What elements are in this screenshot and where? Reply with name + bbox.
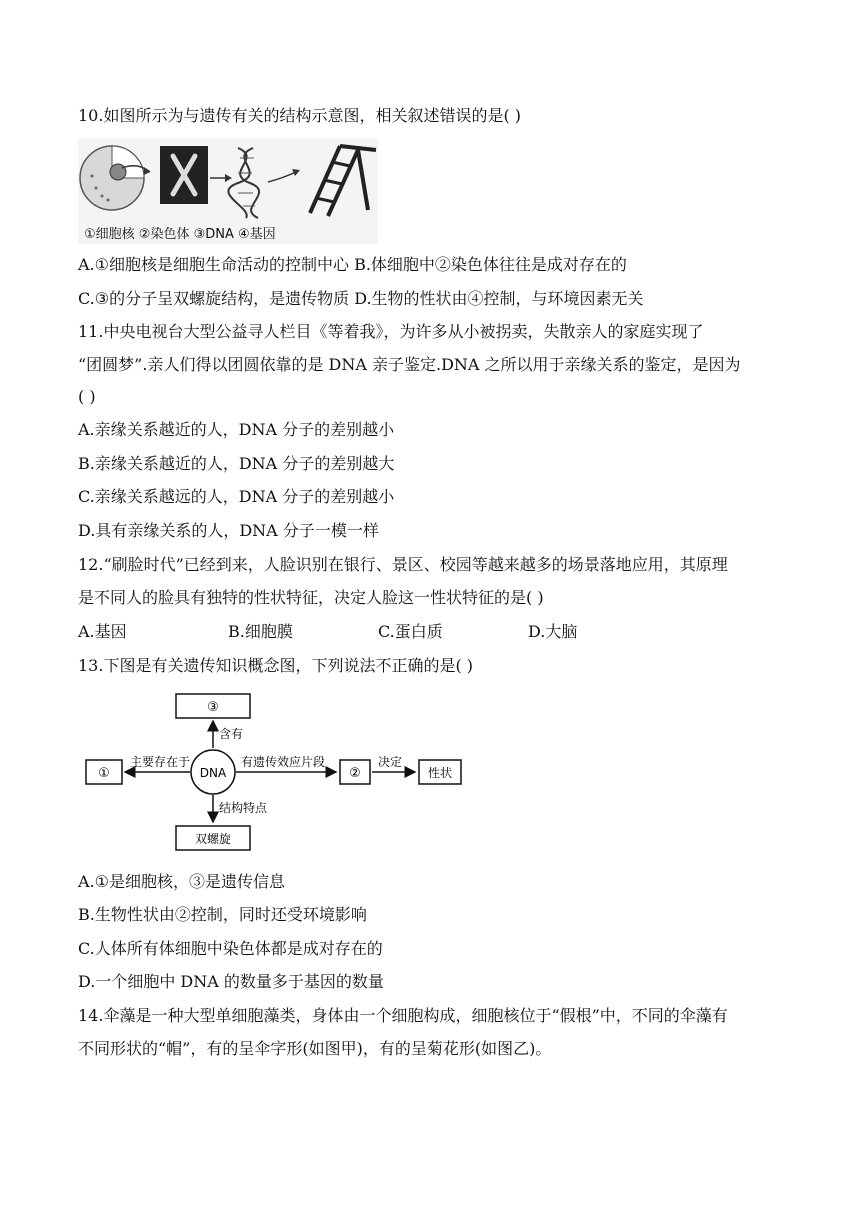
arrow-up-label: 含有 [219,727,244,741]
q12-stem-line2: 是不同人的脸具有独特的性状特征，决定人脸这一性状特征的是( ) [78,588,544,607]
q13-option-a: A.①是细胞核，③是遗传信息 [78,872,285,891]
arrow-right-label: 有遗传效应片段 [241,755,326,769]
arrow-down-label: 结构特点 [219,801,268,815]
q12-option-d: D.大脑 [528,622,578,641]
q12-stem-line1: 12.“刷脸时代”已经到来，人脸识别在银行、景区、校园等越来越多的场景落地应用，其原理 [78,555,728,574]
q13-stem: 13.下图是有关遗传知识概念图，下列说法不正确的是( ) [78,656,474,675]
arrow-left-label: 主要存在于 [130,755,191,769]
q10-options-line2: C.③的分子呈双螺旋结构，是遗传物质 D.生物的性状由④控制，与环境因素无关 [78,289,644,308]
q10-figure-caption: ①细胞核 ②染色体 ③DNA ④基因 [84,227,276,242]
q11-option-d: D.具有亲缘关系的人，DNA 分子一模一样 [78,521,379,540]
q14-stem-line1: 14.伞藻是一种大型单细胞藻类，身体由一个细胞构成，细胞核位于“假根”中，不同的伞藻有 [78,1006,728,1025]
q10-stem: 10.如图所示为与遗传有关的结构示意图，相关叙述错误的是( ) [78,106,522,125]
q11-option-a: A.亲缘关系越近的人，DNA 分子的差别越小 [78,420,395,439]
q11-option-b: B.亲缘关系越近的人，DNA 分子的差别越大 [78,454,395,473]
concept-box-bottom-label: 双螺旋 [194,832,232,846]
q10-options-line1: A.①细胞核是细胞生命活动的控制中心 B.体细胞中②染色体往往是成对存在的 [78,255,627,274]
q13-option-b: B.生物性状由②控制，同时还受环境影响 [78,905,367,924]
concept-box-left-label: ① [98,766,110,781]
concept-box-top-label: ③ [207,700,219,715]
q14-stem-line2: 不同形状的“帽”，有的呈伞字形(如图甲)，有的呈菊花形(如图乙)。 [78,1039,552,1058]
q13-concept-map [78,688,468,854]
concept-box-right-label: ② [349,766,361,781]
q10-figure [78,138,378,244]
q13-option-c: C.人体所有体细胞中染色体都是成对存在的 [78,939,383,958]
q12-option-b: B.细胞膜 [228,622,293,641]
q13-option-d: D.一个细胞中 DNA 的数量多于基因的数量 [78,972,384,991]
concept-box-far-label: 性状 [427,766,453,780]
dna-circle-label: DNA [199,766,227,780]
q11-stem-line1: 11.中央电视台大型公益寻人栏目《等着我》，为许多从小被拐卖，失散亲人的家庭实现了 [78,322,704,341]
q12-option-c: C.蛋白质 [378,622,443,641]
q12-option-a: A.基因 [78,622,127,641]
q11-stem-line2: “团圆梦”.亲人们得以团圆依靠的是 DNA 亲子鉴定.DNA 之所以用于亲缘关系的鉴定，是因为 [78,355,741,374]
q11-stem-line3: ( ) [78,387,96,406]
q11-option-c: C.亲缘关系越远的人，DNA 分子的差别越小 [78,487,395,506]
arrow-far-label: 决定 [378,755,403,769]
